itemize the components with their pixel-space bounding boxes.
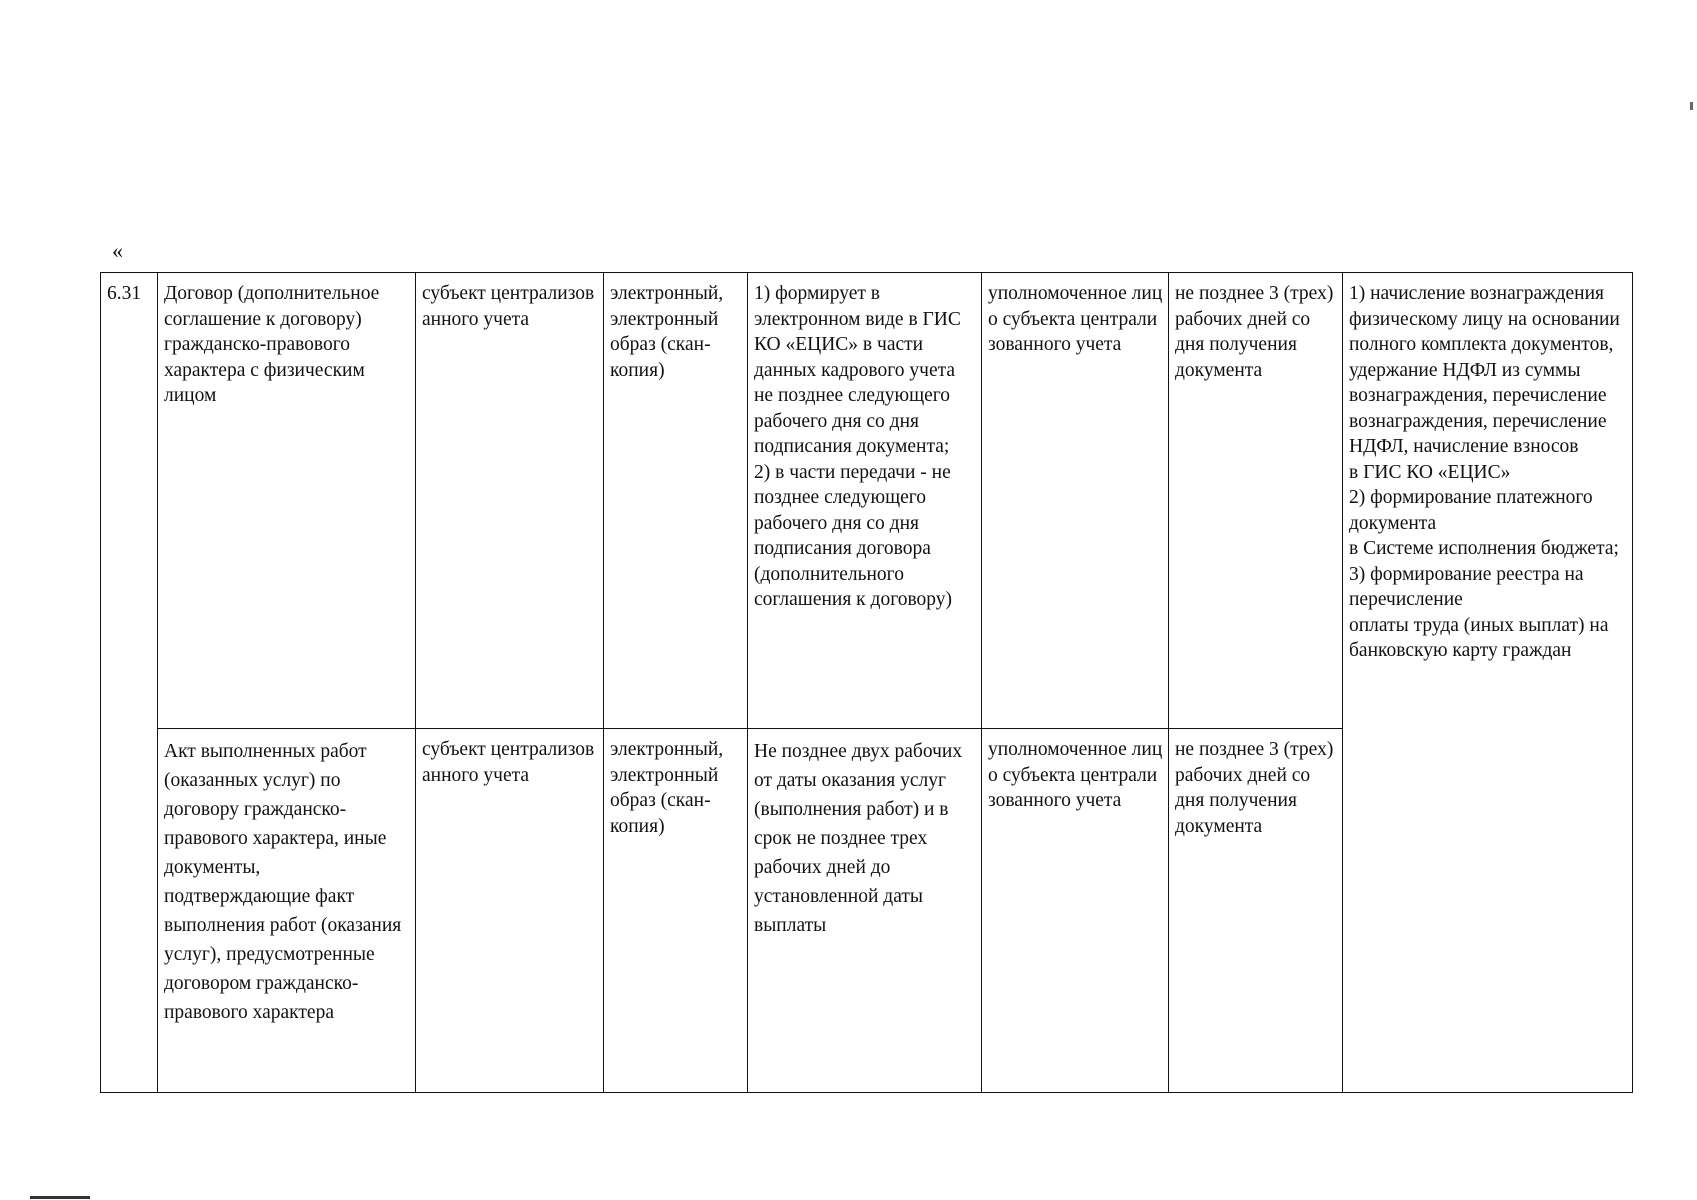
- table-row: [101, 273, 1633, 729]
- row-number-cell: 6.31: [101, 273, 158, 1093]
- deadline-cell: Не позднее двух рабочих от даты оказания услуг (выполнения работ) и в срок не позднее трех рабочих дней до установленной даты выплаты: [748, 729, 982, 1093]
- document-table: [100, 272, 1633, 1093]
- processing-time-cell: не позднее 3 (трех) рабочих дней со дня получения документа: [1169, 729, 1343, 1093]
- format-cell: электронный, электронный образ (скан-копия): [604, 273, 748, 729]
- actions-cell: 1) начисление вознаграждения физическому лицу на основании полного комплекта документов, удержание НДФЛ из суммы вознаграждения, перечисление вознаграждения, перечисление НДФЛ, начисление взносов в ГИС КО «ЕЦИС» 2) формирование платежного документа в Системе исполнения бюджета; 3) формирование реестра на перечисление оплаты труда (иных выплат) на банковскую карту граждан: [1343, 273, 1633, 1093]
- deadline-cell: 1) формирует в электронном виде в ГИС КО «ЕЦИС» в части данных кадрового учета не позднее следующего рабочего дня со дня подписания документа; 2) в части передачи - не позднее следующего рабочего дня со дня подписания договора (дополнительного соглашения к договору): [748, 273, 982, 729]
- responsible-cell: субъект централизованного учета: [416, 273, 604, 729]
- recipient-cell: уполномоченное лицо субъекта централизованного учета: [982, 729, 1169, 1093]
- scan-bottom-mark: [30, 1196, 90, 1199]
- responsible-cell: субъект централизованного учета: [416, 729, 604, 1093]
- format-cell: электронный, электронный образ (скан-копия): [604, 729, 748, 1093]
- processing-time-cell: не позднее 3 (трех) рабочих дней со дня получения документа: [1169, 273, 1343, 729]
- recipient-cell: уполномоченное лицо субъекта централизованного учета: [982, 273, 1169, 729]
- document-cell: Договор (дополнительное соглашение к договору) гражданско-правового характера с физическим лицом: [158, 273, 416, 729]
- scan-edge-mark: [1690, 102, 1693, 110]
- document-cell: Акт выполненных работ (оказанных услуг) по договору гражданско-правового характера, иные документы, подтверждающие факт выполнения работ (оказания услуг), предусмотренные договором гражданско-правового характера: [158, 729, 416, 1093]
- opening-quote-mark: «: [112, 238, 123, 263]
